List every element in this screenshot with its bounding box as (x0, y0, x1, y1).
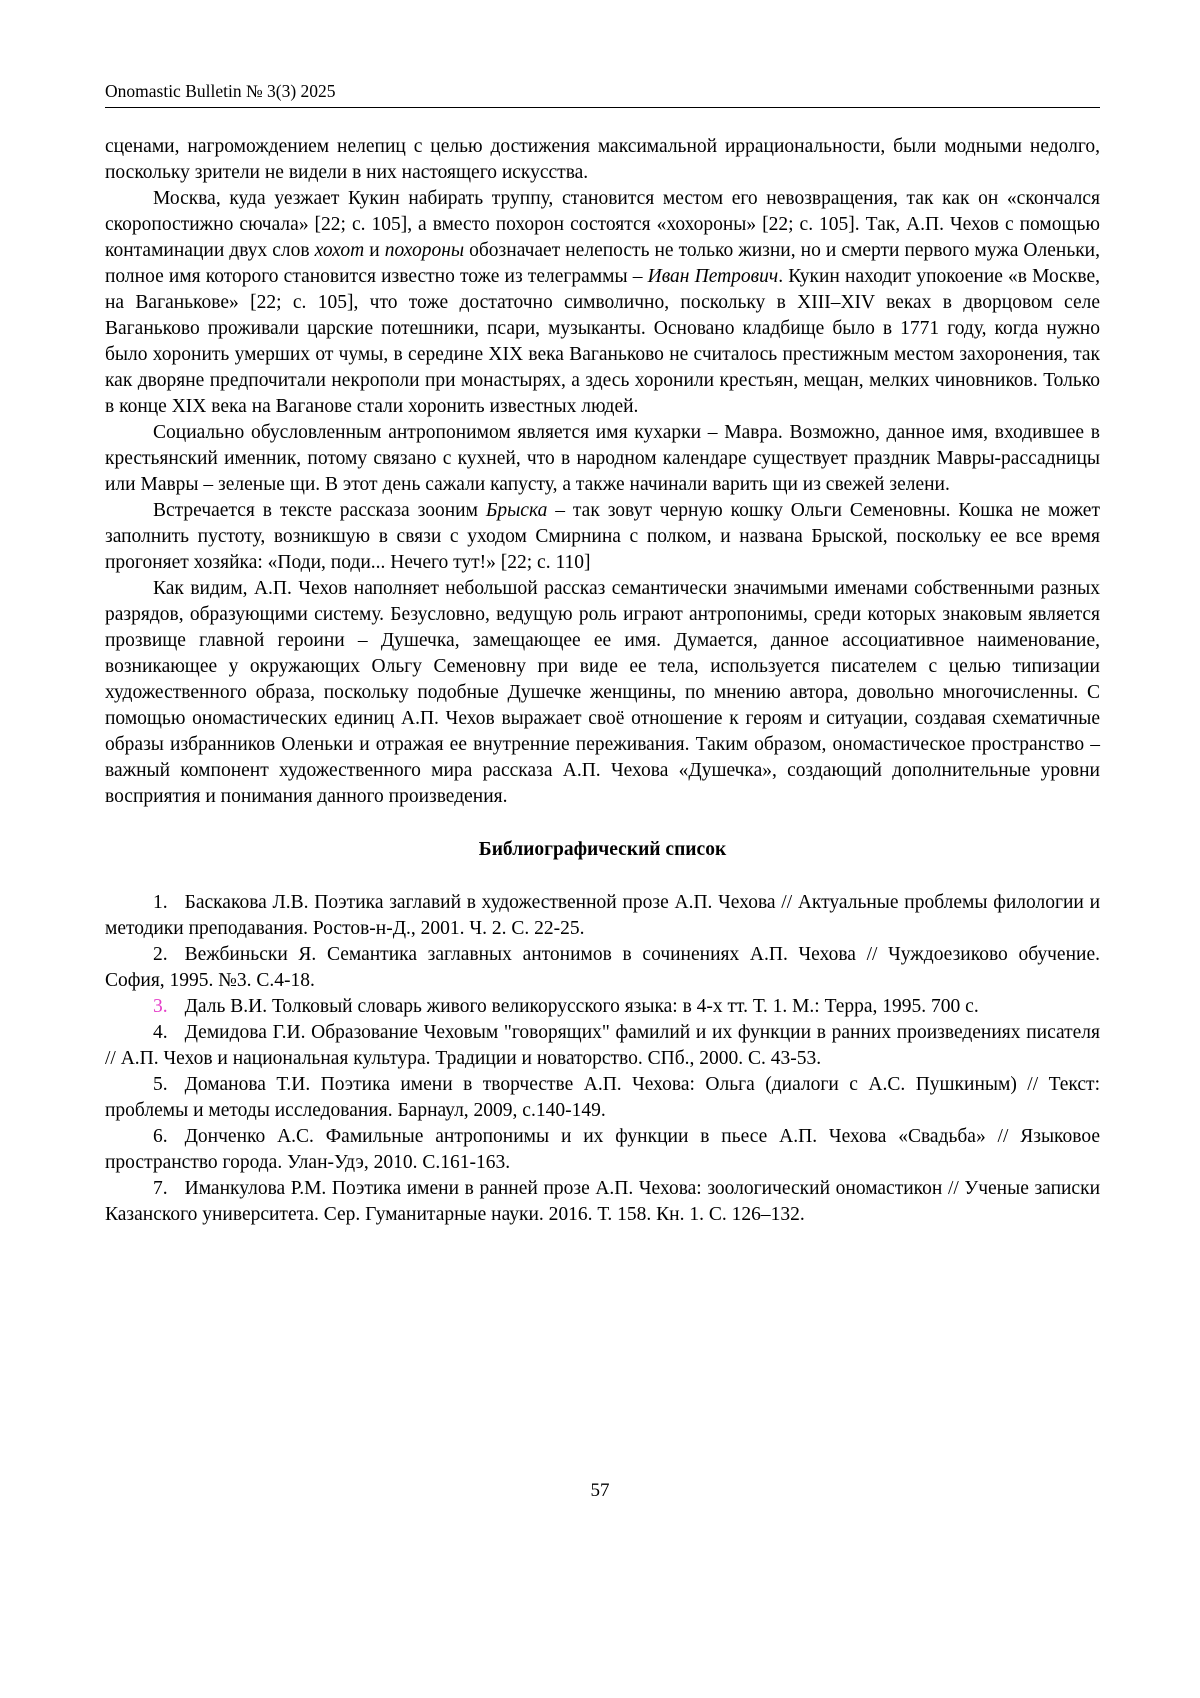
reference-text: Иманкулова Р.М. Поэтика имени в ранней прозе А.П. Чехова: зоологический ономастикон // Ученые записки Казанского университета. Сер. Гуманитарные науки. 2016. Т. 158. Кн. 1. С. 126–132. (105, 1178, 1100, 1225)
body-paragraph (105, 186, 1100, 420)
reference-item (105, 1176, 1100, 1228)
bibliography-heading: Библиографический список (478, 839, 727, 860)
italic-text-run: Иван Петрович (647, 266, 779, 287)
reference-text: Баскакова Л.В. Поэтика заглавий в художественной прозе А.П. Чехова // Актуальные проблемы филологии и методики преподавания. Ростов-н-Д., 2001. Ч. 2. С. 22-25. (105, 892, 1100, 939)
reference-item (105, 1124, 1100, 1176)
text-run: обозначает нелепость не только жизни, но и смерти первого мужа Оленьки, полное имя которого становится известно тоже из телеграммы – (105, 240, 1100, 287)
reference-number: 2. (153, 944, 168, 965)
reference-text: Доманова Т.И. Поэтика имени в творчестве А.П. Чехова: Ольга (диалоги с А.С. Пушкиным) // Текст: проблемы и методы исследования. Барнаул, 2009, с.140-149. (105, 1074, 1100, 1121)
italic-text-run: Брыска (485, 500, 548, 521)
reference-item (105, 942, 1100, 994)
body-paragraph (105, 576, 1100, 810)
reference-number: 6. (153, 1126, 168, 1147)
text-run: Как видим, А.П. Чехов наполняет небольшой рассказ семантически значимыми именами собственными разных разрядов, образующими систему. Безусловно, ведущую роль играют антропонимы, среди которых знаковым является прозвище главной героини – Душечка, замещающее ее имя. Думается, данное ассоциативное наименование, возникающее у окружающих Ольгу Семеновну при виде ее тела, используется писателем с целью типизации художественного образа, поскольку подобные Душечке женщины, по мнению автора, довольно многочисленны. С помощью ономастических единиц А.П. Чехов выражает своё отношение к героям и ситуации, создавая схематичные образы избранников Оленьки и отражая ее внутренние переживания. Таким образом, ономастическое пространство – важный компонент художественного мира рассказа А.П. Чехова «Душечка», создающий дополнительные уровни восприятия и понимания данного произведения. (105, 578, 1100, 807)
paragraphs-container (105, 134, 1100, 810)
reference-text: Демидова Г.И. Образование Чеховым "говорящих" фамилий и их функции в ранних произведениях писателя // А.П. Чехов и национальная культура. Традиции и новаторство. СПб., 2000. С. 43-53. (105, 1022, 1100, 1069)
body-paragraph (105, 134, 1100, 186)
body-paragraph (105, 498, 1100, 576)
reference-text: Даль В.И. Толковый словарь живого великорусского языка: в 4-х тт. Т. 1. М.: Терра, 1995. 700 с. (184, 996, 979, 1017)
article-body (105, 134, 1100, 1228)
page-header (105, 80, 1100, 108)
page-number: 57 (590, 1480, 610, 1501)
text-run: Москва, куда уезжает Кукин набирать труппу, становится местом его невозвращения, так как он «скончался скоропостижно сючала» [22; с. 105], а вместо похорон состоятся «хохороны» [22; с. 105]. Так, А.П. Чехов с помощью контаминации двух слов (105, 188, 1100, 261)
reference-number: 1. (153, 892, 168, 913)
reference-number: 4. (153, 1022, 168, 1043)
reference-text: Донченко А.С. Фамильные антропонимы и их функции в пьесе А.П. Чехова «Свадьба» // Языковое пространство города. Улан-Удэ, 2010. С.161-163. (105, 1126, 1100, 1173)
italic-text-run: похороны (384, 240, 465, 261)
text-run: сценами, нагромождением нелепиц с целью достижения максимальной иррациональности, были модными недолго, поскольку зрители не видели в них настоящего искусства. (105, 136, 1100, 183)
text-run: – так зовут черную кошку Ольги Семеновны. Кошка не может заполнить пустоту, возникшую в связи с уходом Смирнина с полком, и названа Брыской, поскольку ее все время прогоняет хозяйка: «Поди, поди... Нечего тут!» [22; с. 110] (105, 500, 1100, 573)
header-rule (105, 107, 1100, 108)
reference-number: 7. (153, 1178, 168, 1199)
reference-item (105, 1020, 1100, 1072)
running-header-text: Onomastic Bulletin № 3(3) 2025 (105, 81, 336, 101)
italic-text-run: хохот (314, 240, 365, 261)
reference-text: Вежбиньски Я. Семантика заглавных антонимов в сочинениях А.П. Чехова // Чуждоезиково обучение. София, 1995. №3. С.4-18. (105, 944, 1100, 991)
body-paragraph (105, 420, 1100, 498)
text-run: . Кукин находит упокоение «в Москве, на Ваганькове» [22; с. 105], что тоже достаточно символично, поскольку в XIII–XIV веках в дворцовом селе Ваганьково проживали царские потешники, псари, музыканты. Основано кладбище было в 1771 году, когда нужно было хоронить умерших от чумы, в середине XIX века Ваганьково не считалось престижным местом захоронения, так как дворяне предпочитали некрополи при монастырях, а здесь хоронили крестьян, мещан, мелких чиновников. Только в конце XIX века на Ваганове стали хоронить известных людей. (105, 266, 1101, 417)
reference-item (105, 994, 1100, 1020)
reference-number: 3. (153, 996, 168, 1017)
text-run: Социально обусловленным антропонимом является имя кухарки – Мавра. Возможно, данное имя, входившее в крестьянский именник, потому связано с кухней, что в народном календаре существует праздник Мавры-рассадницы или Мавры – зеленые щи. В этот день сажали капусту, а также начинали варить щи из свежей зелени. (105, 422, 1100, 495)
text-run: Встречается в тексте рассказа зооним (153, 500, 486, 521)
reference-item (105, 890, 1100, 942)
references-list (105, 890, 1100, 1228)
reference-number: 5. (153, 1074, 168, 1095)
text-run: и (364, 240, 385, 261)
reference-item (105, 1072, 1100, 1124)
